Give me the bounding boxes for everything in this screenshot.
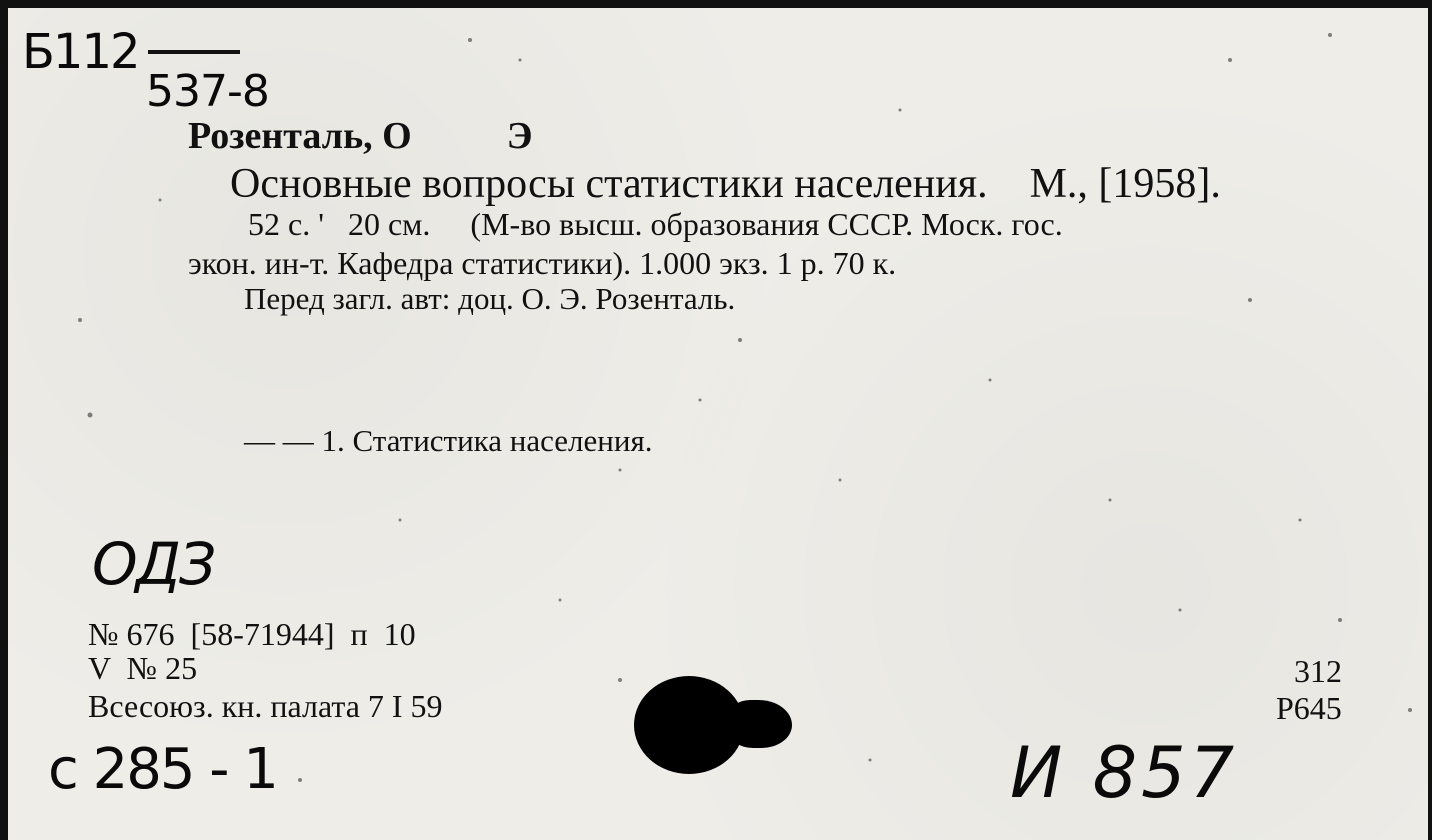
- description-line-2: экон. ин-т. Кафедра статистики). 1.000 экз. 1 р. 70 к.: [188, 245, 897, 281]
- handwritten-catalog-number: с 285 - 1: [48, 737, 277, 802]
- shelfmark-fraction-bar: [148, 50, 240, 54]
- registration-line-1: № 676 [58-71944] п 10: [88, 616, 416, 652]
- card-left-edge: [0, 0, 8, 840]
- handwritten-inventory-number: И 857: [1010, 732, 1239, 814]
- author-note: Перед загл. авт: доц. О. Э. Розенталь.: [244, 281, 736, 316]
- shelfmark-number: 537-8: [146, 66, 269, 117]
- udc-index: 312: [1294, 653, 1342, 689]
- card-top-edge: [0, 0, 1432, 8]
- book-title: Основные вопросы статистики населения. М., [1958].: [230, 161, 1221, 207]
- cutter-number: Р645: [1276, 690, 1342, 726]
- department-mark: ОДЗ: [92, 530, 215, 598]
- card-right-edge: [1428, 0, 1432, 840]
- punch-hole-tear: [728, 700, 792, 748]
- shelfmark-prefix: Б112: [22, 24, 139, 80]
- author-heading: Розенталь, О Э: [188, 115, 533, 157]
- registration-line-2: V № 25: [88, 650, 198, 686]
- subject-heading: — — 1. Статистика населения.: [244, 423, 653, 458]
- description-line-1: 52 с. ' 20 см. (М-во высш. образования СССР. Моск. гос.: [248, 206, 1063, 242]
- registration-line-3: Всесоюз. кн. палата 7 I 59: [88, 688, 443, 724]
